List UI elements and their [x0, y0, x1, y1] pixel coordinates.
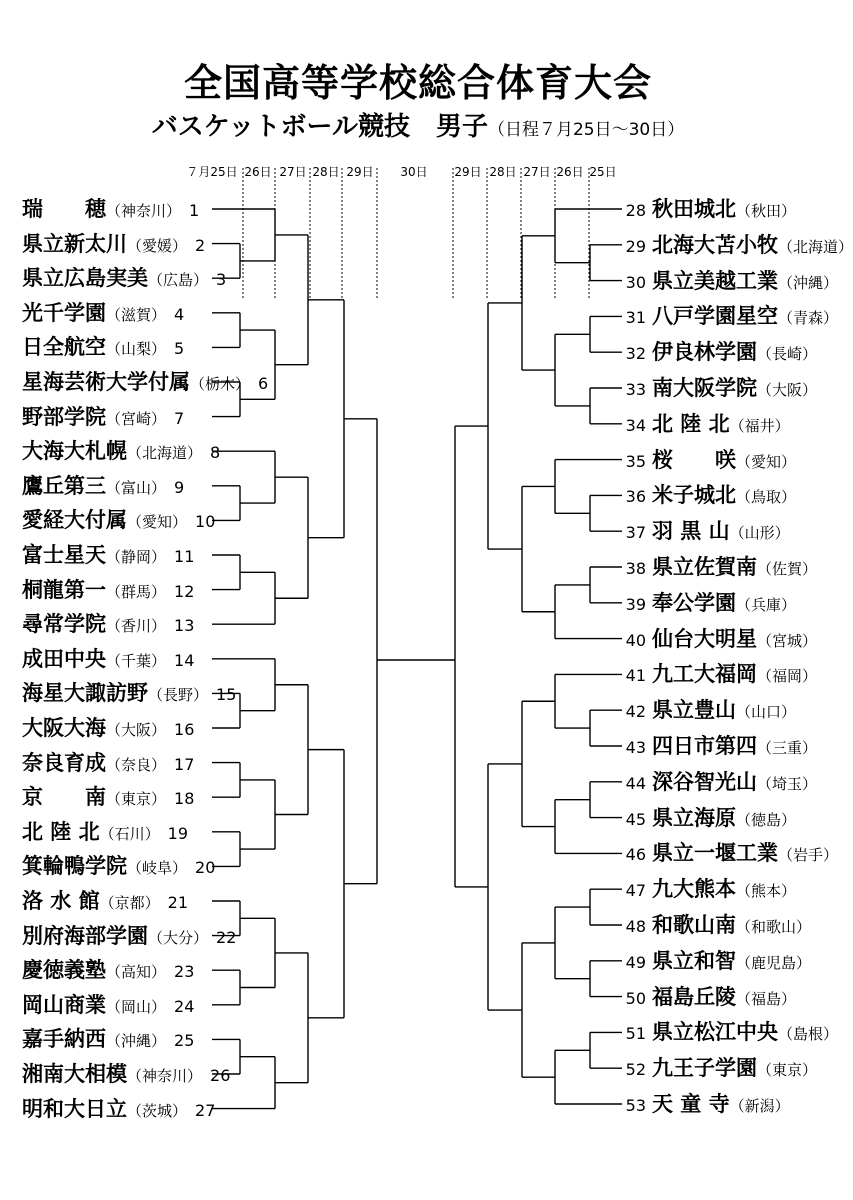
seed-number: 31: [625, 308, 646, 328]
seed-number: 27: [195, 1100, 216, 1120]
team-prefecture: （新潟）: [729, 1097, 790, 1115]
seed-number: 15: [216, 685, 237, 705]
round-date-label: ７月25日: [186, 165, 238, 179]
team-prefecture: （岐阜）: [127, 859, 188, 878]
team-prefecture: （宮崎）: [106, 409, 167, 428]
seed-number: 48: [625, 917, 646, 936]
seed-number: 40: [625, 630, 646, 650]
team-prefecture: （栃木）: [190, 375, 251, 393]
team-prefecture: （鹿児島）: [736, 953, 812, 972]
seed-number: 11: [174, 547, 195, 566]
team-name: 瑞 穂: [22, 197, 106, 221]
team-name: 光千学園: [22, 300, 106, 325]
team-name: 県立豊山: [652, 698, 736, 723]
seed-number: 39: [625, 594, 646, 614]
team-name: 慶徳義塾: [22, 958, 106, 983]
team-prefecture: （福井）: [729, 416, 790, 435]
team-name: 富士星天: [22, 543, 106, 567]
team-prefecture: （秋田）: [736, 202, 797, 220]
round-date-label: 26日: [244, 165, 272, 179]
team-name: 星海芸術大学付属: [22, 370, 190, 394]
team-name: 県立広島実美: [22, 266, 148, 291]
event-name: バスケットボール競技 男子: [151, 112, 488, 142]
team-prefecture: （富山）: [106, 478, 167, 497]
team-prefecture: （茨城）: [127, 1101, 188, 1120]
team-name: 洛 水 館: [22, 889, 100, 913]
team-name: 米子城北: [652, 483, 736, 508]
team-prefecture: （山梨）: [106, 340, 167, 359]
seed-number: 10: [195, 512, 216, 532]
round-date-label: 28日: [312, 165, 340, 179]
team-prefecture: （北海道）: [127, 444, 203, 463]
seed-number: 53: [625, 1096, 646, 1115]
seed-number: 6: [258, 374, 269, 393]
team-prefecture: （宮城）: [757, 631, 818, 650]
team-prefecture: （佐賀）: [757, 560, 818, 578]
team-prefecture: （兵庫）: [736, 595, 797, 614]
seed-number: 38: [625, 559, 646, 578]
team-name: 箕輪鴨学院: [22, 854, 127, 879]
team-prefecture: （和歌山）: [736, 918, 812, 936]
team-prefecture: （北海道）: [778, 237, 853, 256]
team-name: 北海大苫小牧: [652, 232, 778, 257]
seed-number: 46: [625, 845, 646, 865]
team-name: 奉公学園: [652, 590, 736, 615]
team-name: 県立美越工業: [652, 268, 778, 293]
team-prefecture: （奈良）: [106, 755, 167, 774]
team-name: 鷹丘第三: [22, 473, 106, 498]
team-name: 伊良林学園: [652, 340, 757, 365]
team-prefecture: （千葉）: [106, 651, 167, 670]
team-name: 県立海原: [652, 805, 736, 830]
team-name: 愛経大付属: [22, 508, 127, 533]
team-name: 桜 咲: [652, 447, 736, 472]
team-prefecture: （熊本）: [736, 882, 797, 901]
team-name: 明和大日立: [22, 1096, 127, 1121]
team-name: 海星大諏訪野: [22, 681, 148, 706]
seed-number: 37: [625, 523, 646, 543]
team-name: 天 童 寺: [652, 1092, 730, 1116]
round-date-label: 29日: [454, 165, 482, 179]
round-date-label: 30日: [400, 165, 428, 179]
seed-number: 36: [625, 487, 646, 507]
seed-number: 45: [625, 809, 646, 829]
team-name: 成田中央: [22, 646, 106, 671]
team-prefecture: （山口）: [736, 703, 797, 722]
team-prefecture: （大阪）: [757, 381, 818, 399]
team-name: 羽 黒 山: [652, 519, 730, 544]
team-name: 北 陸 北: [22, 819, 100, 844]
seed-number: 44: [625, 773, 646, 793]
seed-number: 34: [625, 415, 646, 435]
seed-number: 47: [625, 881, 646, 901]
team-prefecture: （東京）: [757, 1061, 818, 1080]
team-prefecture: （滋賀）: [106, 305, 167, 324]
seed-number: 42: [625, 702, 646, 722]
team-name: 野部学院: [22, 404, 106, 429]
team-name: 県立松江中央: [652, 1020, 778, 1045]
seed-number: 18: [174, 789, 195, 809]
team-prefecture: （高知）: [106, 963, 167, 982]
seed-number: 1: [189, 201, 200, 220]
team-prefecture: （東京）: [106, 790, 167, 809]
seed-number: 8: [210, 443, 221, 463]
schedule-text: （日程７月25日～30日）: [487, 120, 685, 140]
page-title: 全国高等学校総合体育大会: [183, 61, 652, 105]
team-prefecture: （広島）: [148, 271, 209, 290]
team-name: 嘉手納西: [22, 1027, 106, 1052]
team-prefecture: （福岡）: [757, 667, 818, 686]
seed-number: 52: [625, 1060, 646, 1080]
team-name: 大阪大海: [22, 716, 106, 740]
team-name: 九大熊本: [652, 877, 736, 902]
round-date-label: 29日: [346, 165, 374, 179]
team-prefecture: （大阪）: [106, 721, 167, 739]
team-name: 秋田城北: [652, 197, 736, 221]
seed-number: 20: [195, 858, 216, 878]
team-name: 県立和智: [652, 948, 736, 973]
team-prefecture: （香川）: [106, 617, 167, 636]
seed-number: 2: [195, 235, 206, 255]
seed-number: 29: [625, 236, 646, 256]
team-name: 大海大札幌: [22, 439, 127, 464]
seed-number: 24: [174, 996, 195, 1016]
team-prefecture: （群馬）: [106, 582, 167, 601]
team-prefecture: （島根）: [778, 1025, 839, 1044]
seed-number: 28: [625, 201, 646, 220]
team-prefecture: （青森）: [778, 309, 839, 328]
seed-number: 51: [625, 1024, 646, 1044]
team-prefecture: （愛知）: [736, 452, 797, 471]
seed-number: 4: [174, 304, 185, 324]
team-prefecture: （沖縄）: [106, 1032, 167, 1051]
team-prefecture: （神奈川）: [106, 202, 182, 220]
seed-number: 13: [174, 616, 195, 636]
team-prefecture: （埼玉）: [757, 774, 818, 793]
seed-number: 22: [216, 927, 237, 947]
team-name: 仙台大明星: [652, 626, 757, 651]
team-name: 桐龍第一: [22, 577, 106, 602]
team-prefecture: （三重）: [757, 739, 818, 757]
team-name: 九王子学園: [652, 1056, 757, 1081]
team-name: 深谷智光山: [652, 769, 757, 794]
seed-number: 32: [625, 344, 646, 364]
seed-number: 12: [174, 581, 195, 601]
team-prefecture: （沖縄）: [778, 273, 839, 292]
team-prefecture: （山形）: [729, 524, 790, 543]
seed-number: 7: [174, 408, 185, 428]
team-name: 八戸学園星空: [652, 304, 778, 329]
seed-number: 49: [625, 952, 646, 972]
team-prefecture: （長崎）: [757, 345, 818, 364]
seed-number: 43: [625, 738, 646, 757]
team-name: 県立佐賀南: [652, 555, 757, 579]
team-prefecture: （徳島）: [736, 810, 797, 829]
seed-number: 35: [625, 451, 646, 471]
team-name: 日全航空: [22, 335, 106, 360]
seed-number: 23: [174, 962, 195, 982]
seed-number: 41: [625, 666, 646, 686]
team-name: 九工大福岡: [652, 662, 757, 687]
team-prefecture: （大分）: [148, 928, 209, 947]
round-date-label: 27日: [523, 165, 551, 179]
team-name: 岡山商業: [22, 992, 106, 1017]
team-name: 北 陸 北: [652, 411, 730, 436]
team-prefecture: （愛媛）: [127, 236, 188, 255]
team-prefecture: （鳥取）: [736, 488, 797, 507]
team-name: 別府海部学園: [22, 923, 148, 948]
team-prefecture: （福島）: [736, 989, 797, 1008]
team-name: 南大阪学院: [652, 376, 757, 400]
team-prefecture: （岩手）: [778, 846, 839, 865]
team-name: 和歌山南: [652, 913, 736, 937]
seed-number: 33: [625, 380, 646, 399]
round-date-label: 28日: [489, 165, 517, 179]
team-name: 県立一堰工業: [652, 841, 778, 866]
team-prefecture: （長野）: [148, 686, 209, 705]
seed-number: 25: [174, 1031, 195, 1051]
team-name: 福島丘陵: [652, 984, 736, 1009]
seed-number: 14: [174, 650, 195, 670]
team-name: 京 南: [22, 785, 106, 810]
seed-number: 30: [625, 272, 646, 292]
seed-number: 16: [174, 720, 195, 739]
seed-number: 17: [174, 754, 195, 774]
seed-number: 26: [210, 1066, 231, 1085]
team-name: 県立新太川: [22, 231, 127, 256]
team-name: 尋常学院: [22, 612, 106, 637]
seed-number: 50: [625, 988, 646, 1008]
team-name: 奈良育成: [22, 750, 106, 775]
team-prefecture: （岡山）: [106, 997, 167, 1016]
team-prefecture: （愛知）: [127, 513, 188, 532]
seed-number: 5: [174, 339, 185, 359]
team-prefecture: （石川）: [99, 824, 160, 843]
seed-number: 3: [216, 270, 227, 290]
team-prefecture: （静岡）: [106, 548, 167, 566]
seed-number: 9: [174, 477, 185, 497]
round-date-label: 27日: [279, 165, 307, 179]
team-prefecture: （神奈川）: [127, 1067, 203, 1085]
seed-number: 21: [167, 893, 188, 912]
round-date-label: 26日: [556, 165, 584, 179]
team-name: 四日市第四: [652, 734, 757, 758]
seed-number: 19: [167, 823, 188, 843]
team-prefecture: （京都）: [99, 894, 160, 912]
round-date-label: 25日: [589, 165, 617, 179]
team-name: 湘南大相模: [22, 1062, 127, 1086]
